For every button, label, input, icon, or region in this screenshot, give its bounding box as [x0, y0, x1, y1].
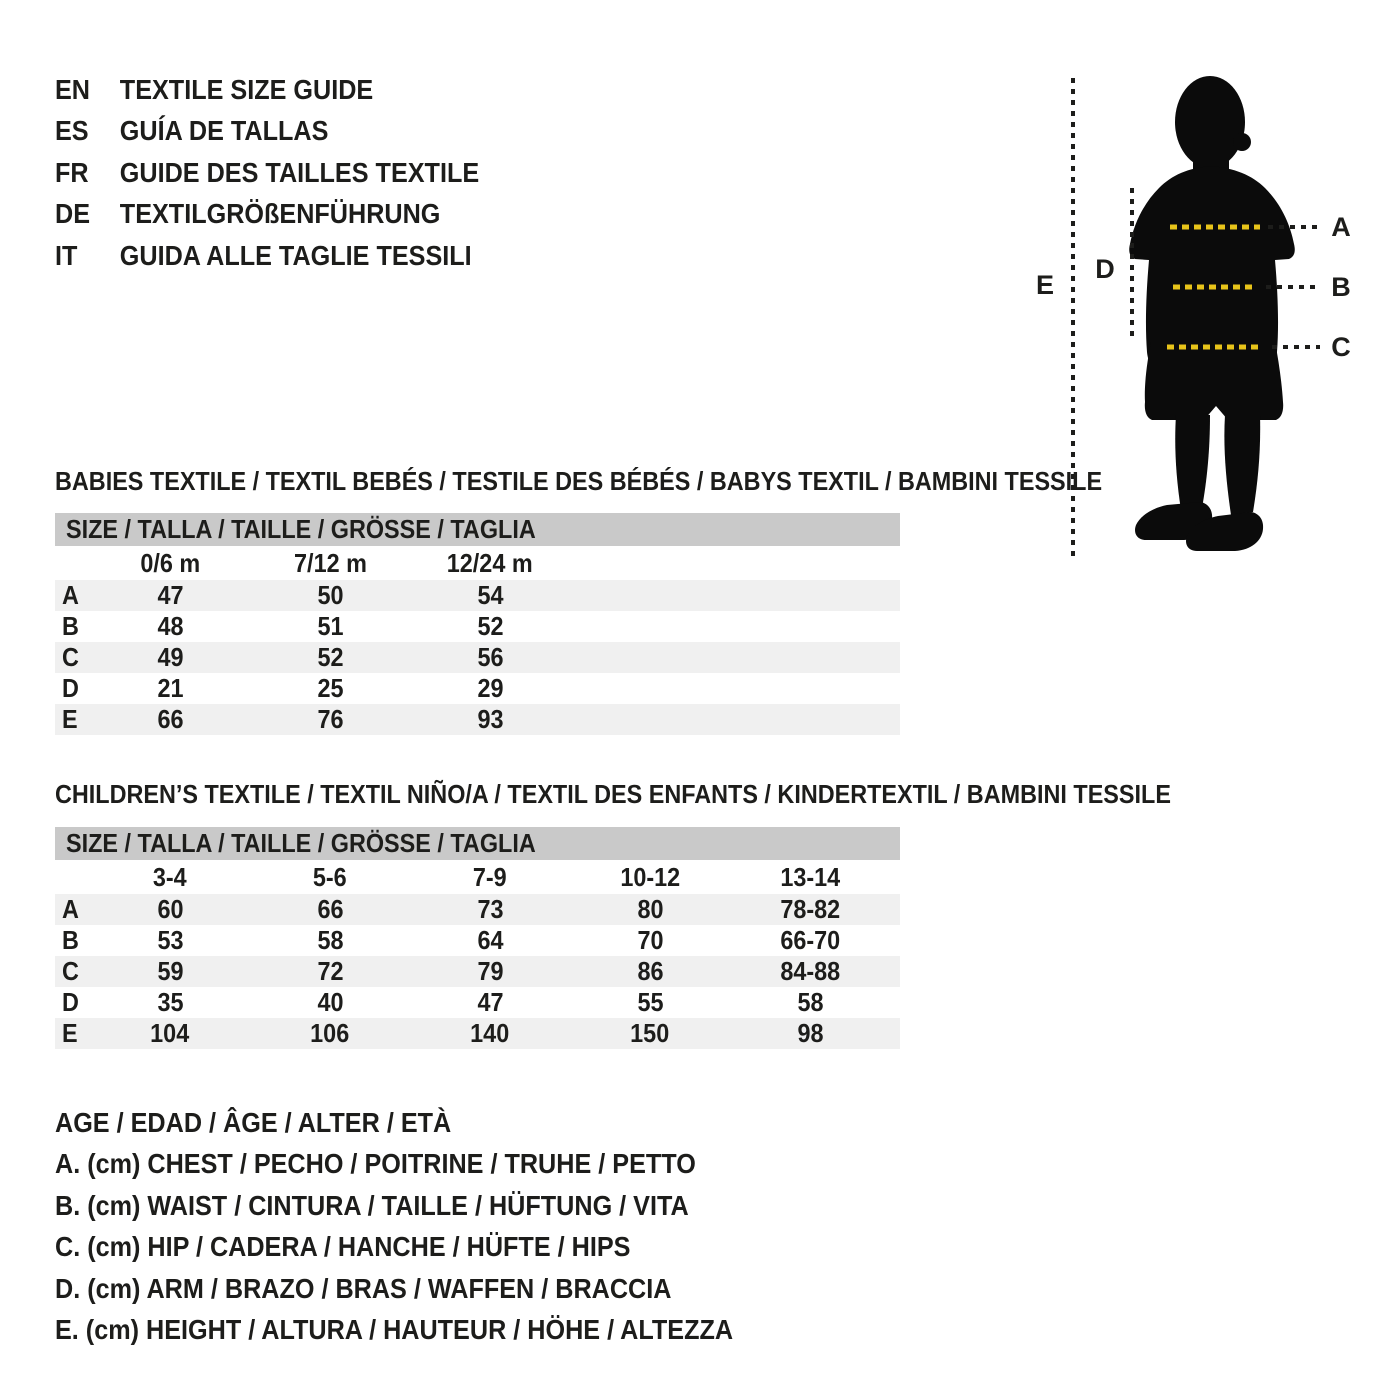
row-label: C	[62, 956, 79, 986]
silhouette-right-leg	[1224, 415, 1260, 515]
table-cell: 98	[796, 1018, 824, 1048]
column-header: 3-4	[153, 861, 187, 892]
table-cell: 52	[476, 611, 504, 641]
language-code: EN	[55, 73, 91, 105]
silhouette-hair	[1233, 133, 1251, 151]
language-row-es	[55, 111, 479, 153]
babies-column-headers	[55, 546, 900, 580]
table-cell: 52	[316, 642, 344, 672]
column-header: 10-12	[620, 861, 680, 892]
table-cell: 49	[156, 642, 184, 672]
legend-waist-line: B. (cm) WAIST / CINTURA / TAILLE / HÜFTUNG / VITA	[55, 1189, 689, 1221]
label-b: B	[1331, 272, 1351, 302]
language-code: FR	[55, 156, 89, 188]
row-label: A	[62, 894, 79, 924]
babies-section-title: BABIES TEXTILE / TEXTIL BEBÉS / TESTILE DES BÉBÉS / BABYS TEXTIL / BAMBINI TESSILE	[55, 466, 1103, 496]
table-cell: 55	[636, 987, 664, 1017]
table-cell: 66	[156, 704, 184, 734]
column-header: 7/12 m	[293, 547, 367, 578]
language-title: GUIDA ALLE TAGLIE TESSILI	[119, 239, 472, 271]
row-label: D	[62, 673, 79, 703]
table-cell: 25	[316, 673, 344, 703]
table-cell: 78-82	[780, 894, 840, 924]
legend-hip-line: C. (cm) HIP / CADERA / HANCHE / HÜFTE / HIPS	[55, 1231, 631, 1263]
table-cell: 47	[476, 987, 504, 1017]
table-cell: 86	[636, 956, 664, 986]
children-section-title: CHILDREN’S TEXTILE / TEXTIL NIÑO/A / TEXTIL DES ENFANTS / KINDERTEXTIL / BAMBINI TESSILE	[55, 779, 1171, 809]
table-cell: 66	[316, 894, 344, 924]
children-size-table	[55, 827, 900, 1049]
column-header: 7-9	[473, 861, 507, 892]
table-cell: 140	[470, 1018, 510, 1048]
language-row-fr	[55, 152, 479, 194]
child-silhouette	[1129, 76, 1295, 551]
legend-height-line: E. (cm) HEIGHT / ALTURA / HAUTEUR / HÖHE / ALTEZZA	[55, 1314, 734, 1346]
row-label: A	[62, 580, 79, 610]
table-cell: 59	[156, 956, 184, 986]
table-row	[55, 704, 900, 735]
table-cell: 79	[476, 956, 504, 986]
table-row	[55, 925, 900, 956]
language-title-block	[55, 69, 526, 277]
table-cell: 66-70	[780, 925, 840, 955]
table-cell: 58	[796, 987, 824, 1017]
legend-age-line: AGE / EDAD / ÂGE / ALTER / ETÀ	[55, 1106, 452, 1138]
language-code: DE	[55, 198, 91, 230]
table-cell: 72	[316, 956, 344, 986]
table-cell: 64	[476, 925, 504, 955]
label-e: E	[1035, 270, 1055, 300]
label-c: C	[1331, 332, 1351, 362]
table-row	[55, 611, 900, 642]
babies-size-table	[55, 513, 900, 735]
language-title: TEXTILGRÖßENFÜHRUNG	[119, 198, 441, 230]
language-code: ES	[55, 115, 89, 147]
row-label: D	[62, 987, 79, 1017]
label-d: D	[1095, 254, 1115, 284]
table-cell: 53	[156, 925, 184, 955]
column-header: 13-14	[780, 861, 840, 892]
table-cell: 80	[636, 894, 664, 924]
language-row-de	[55, 194, 479, 236]
table-row	[55, 956, 900, 987]
row-label: E	[62, 704, 78, 734]
babies-size-header-bar	[55, 513, 900, 546]
table-row	[55, 642, 900, 673]
silhouette-shirt	[1129, 166, 1295, 370]
label-a: A	[1331, 212, 1351, 242]
table-cell: 29	[476, 673, 504, 703]
size-header-label: SIZE / TALLA / TAILLE / GRÖSSE / TAGLIA	[66, 828, 536, 858]
table-row	[55, 673, 900, 704]
table-cell: 106	[310, 1018, 350, 1048]
row-label: B	[62, 925, 79, 955]
table-cell: 84-88	[780, 956, 840, 986]
table-cell: 21	[156, 673, 184, 703]
language-row-en	[55, 69, 479, 111]
table-cell: 73	[476, 894, 504, 924]
table-cell: 76	[316, 704, 344, 734]
table-cell: 60	[156, 894, 184, 924]
row-label: E	[62, 1018, 78, 1048]
legend-arm-line: D. (cm) ARM / BRAZO / BRAS / WAFFEN / BRACCIA	[55, 1272, 672, 1304]
size-header-label: SIZE / TALLA / TAILLE / GRÖSSE / TAGLIA	[66, 514, 536, 544]
silhouette-left-leg	[1175, 415, 1210, 510]
measurement-legend	[55, 1102, 808, 1351]
table-cell: 48	[156, 611, 184, 641]
table-cell: 50	[316, 580, 344, 610]
legend-chest-line: A. (cm) CHEST / PECHO / POITRINE / TRUHE / PETTO	[55, 1148, 696, 1180]
table-row	[55, 987, 900, 1018]
table-cell: 150	[630, 1018, 670, 1048]
table-cell: 58	[316, 925, 344, 955]
table-cell: 104	[150, 1018, 190, 1048]
language-title: GUIDE DES TAILLES TEXTILE	[119, 156, 480, 188]
row-label: B	[62, 611, 79, 641]
table-cell: 93	[476, 704, 504, 734]
table-row	[55, 1018, 900, 1049]
silhouette-shorts	[1145, 342, 1283, 420]
children-size-header-bar	[55, 827, 900, 860]
language-row-it	[55, 235, 479, 277]
table-cell: 40	[316, 987, 344, 1017]
row-label: C	[62, 642, 79, 672]
table-cell: 51	[316, 611, 344, 641]
table-row	[55, 580, 900, 611]
language-title: TEXTILE SIZE GUIDE	[119, 73, 374, 105]
column-header: 5-6	[313, 861, 347, 892]
language-title: GUÍA DE TALLAS	[119, 115, 329, 147]
column-header: 0/6 m	[140, 547, 200, 578]
table-cell: 70	[636, 925, 664, 955]
column-header: 12/24 m	[447, 547, 533, 578]
children-column-headers	[55, 860, 900, 894]
table-cell: 56	[476, 642, 504, 672]
table-cell: 54	[476, 580, 504, 610]
table-row	[55, 894, 900, 925]
language-code: IT	[55, 239, 78, 271]
table-cell: 35	[156, 987, 184, 1017]
table-cell: 47	[156, 580, 184, 610]
